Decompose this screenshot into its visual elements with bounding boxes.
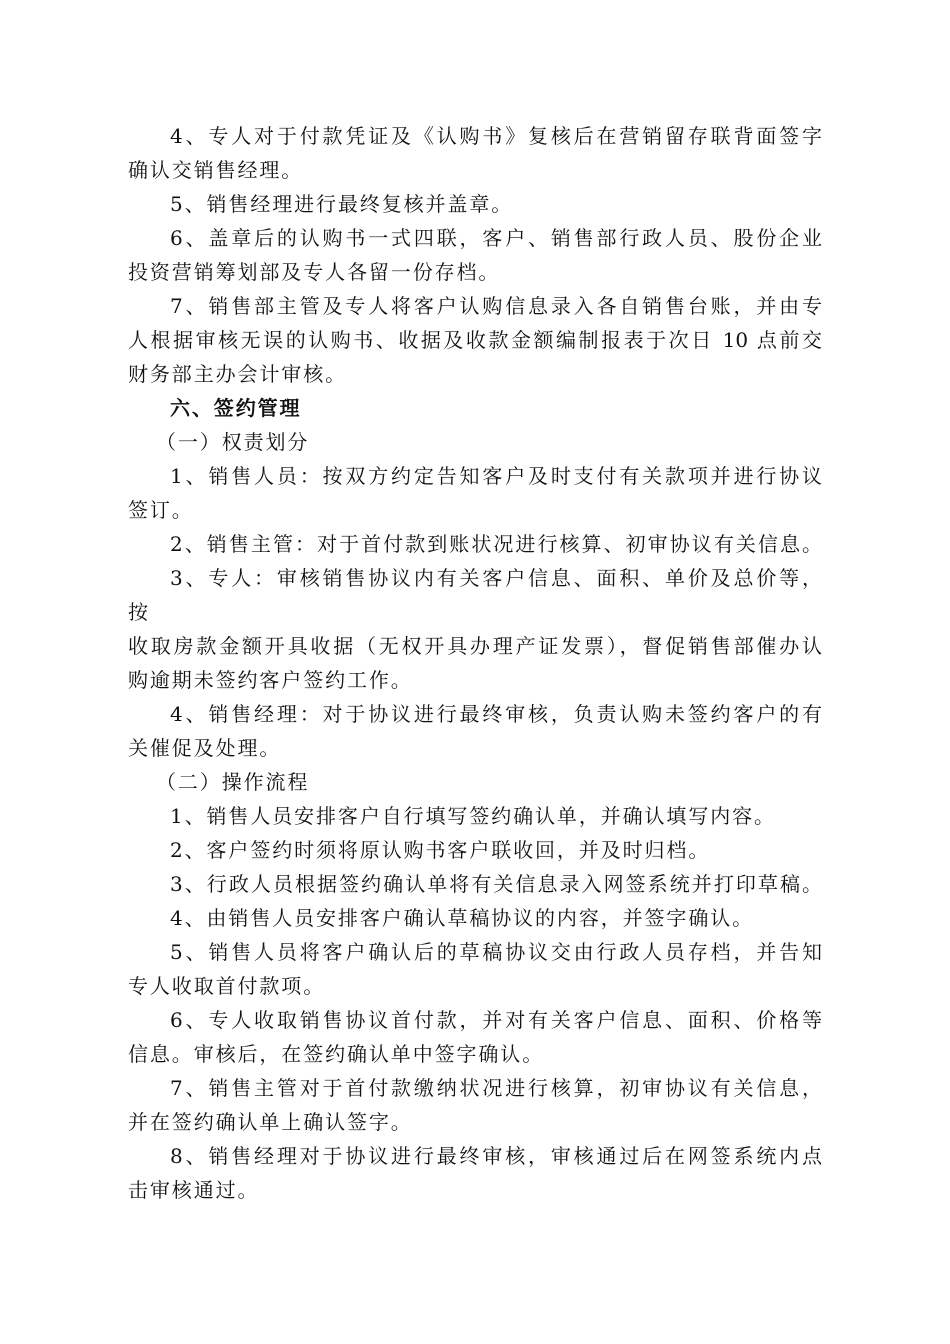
paragraph-line: 收取房款金额开具收据（无权开具办理产证发票），督促销售部催办认 [128, 634, 822, 658]
paragraph-line: 1、销售人员：按双方约定告知客户及时支付有关款项并进行协议 [170, 464, 822, 488]
paragraph-line: 财务部主办会计审核。 [128, 362, 347, 386]
paragraph-line: 击审核通过。 [128, 1178, 260, 1202]
paragraph-line: 6、盖章后的认购书一式四联，客户、销售部行政人员、股份企业 [170, 226, 822, 250]
paragraph-line: 确认交销售经理。 [128, 158, 304, 182]
paragraph-line: 5、销售经理进行最终复核并盖章。 [170, 192, 514, 216]
subsection-heading: （一）权责划分 [156, 430, 310, 454]
paragraph-line: 信息。审核后，在签约确认单中签字确认。 [128, 1042, 545, 1066]
paragraph-line: 7、销售部主管及专人将客户认购信息录入各自销售台账，并由专 [170, 294, 822, 318]
paragraph-line: 8、销售经理对于协议进行最终审核，审核通过后在网签系统内点 [170, 1144, 822, 1168]
paragraph-line: 6、专人收取销售协议首付款，并对有关客户信息、面积、价格等 [170, 1008, 822, 1032]
paragraph-line: 5、销售人员将客户确认后的草稿协议交由行政人员存档，并告知 [170, 940, 822, 964]
paragraph-line: 购逾期未签约客户签约工作。 [128, 668, 413, 692]
paragraph-line: 专人收取首付款项。 [128, 974, 326, 998]
paragraph-line: 1、销售人员安排客户自行填写签约确认单，并确认填写内容。 [170, 804, 776, 828]
paragraph-line: 4、由销售人员安排客户确认草稿协议的内容，并签字确认。 [170, 906, 755, 930]
paragraph-line: 按 [128, 600, 150, 624]
section-heading: 六、签约管理 [170, 396, 302, 420]
paragraph-line: 3、行政人员根据签约确认单将有关信息录入网签系统并打印草稿。 [170, 872, 822, 896]
paragraph-line: 4、销售经理：对于协议进行最终审核，负责认购未签约客户的有 [170, 702, 822, 726]
paragraph-line: 3、专人：审核销售协议内有关客户信息、面积、单价及总价等， [170, 566, 822, 590]
paragraph-line: 并在签约确认单上确认签字。 [128, 1110, 413, 1134]
paragraph-line: 2、客户签约时须将原认购书客户联收回，并及时归档。 [170, 838, 711, 862]
paragraph-line: 关催促及处理。 [128, 736, 282, 760]
paragraph-line: 签订。 [128, 498, 194, 522]
document-body [128, 119, 822, 1207]
paragraph-line: 投资营销筹划部及专人各留一份存档。 [128, 260, 501, 284]
subsection-heading: （二）操作流程 [156, 770, 310, 794]
paragraph-line: 人根据审核无误的认购书、收据及收款金额编制报表于次日 10 点前交 [128, 328, 822, 352]
paragraph-line: 7、销售主管对于首付款缴纳状况进行核算，初审协议有关信息， [170, 1076, 822, 1100]
paragraph-line: 2、销售主管：对于首付款到账状况进行核算、初审协议有关信息。 [170, 532, 822, 556]
paragraph-line: 4、专人对于付款凭证及《认购书》复核后在营销留存联背面签字 [170, 124, 822, 148]
